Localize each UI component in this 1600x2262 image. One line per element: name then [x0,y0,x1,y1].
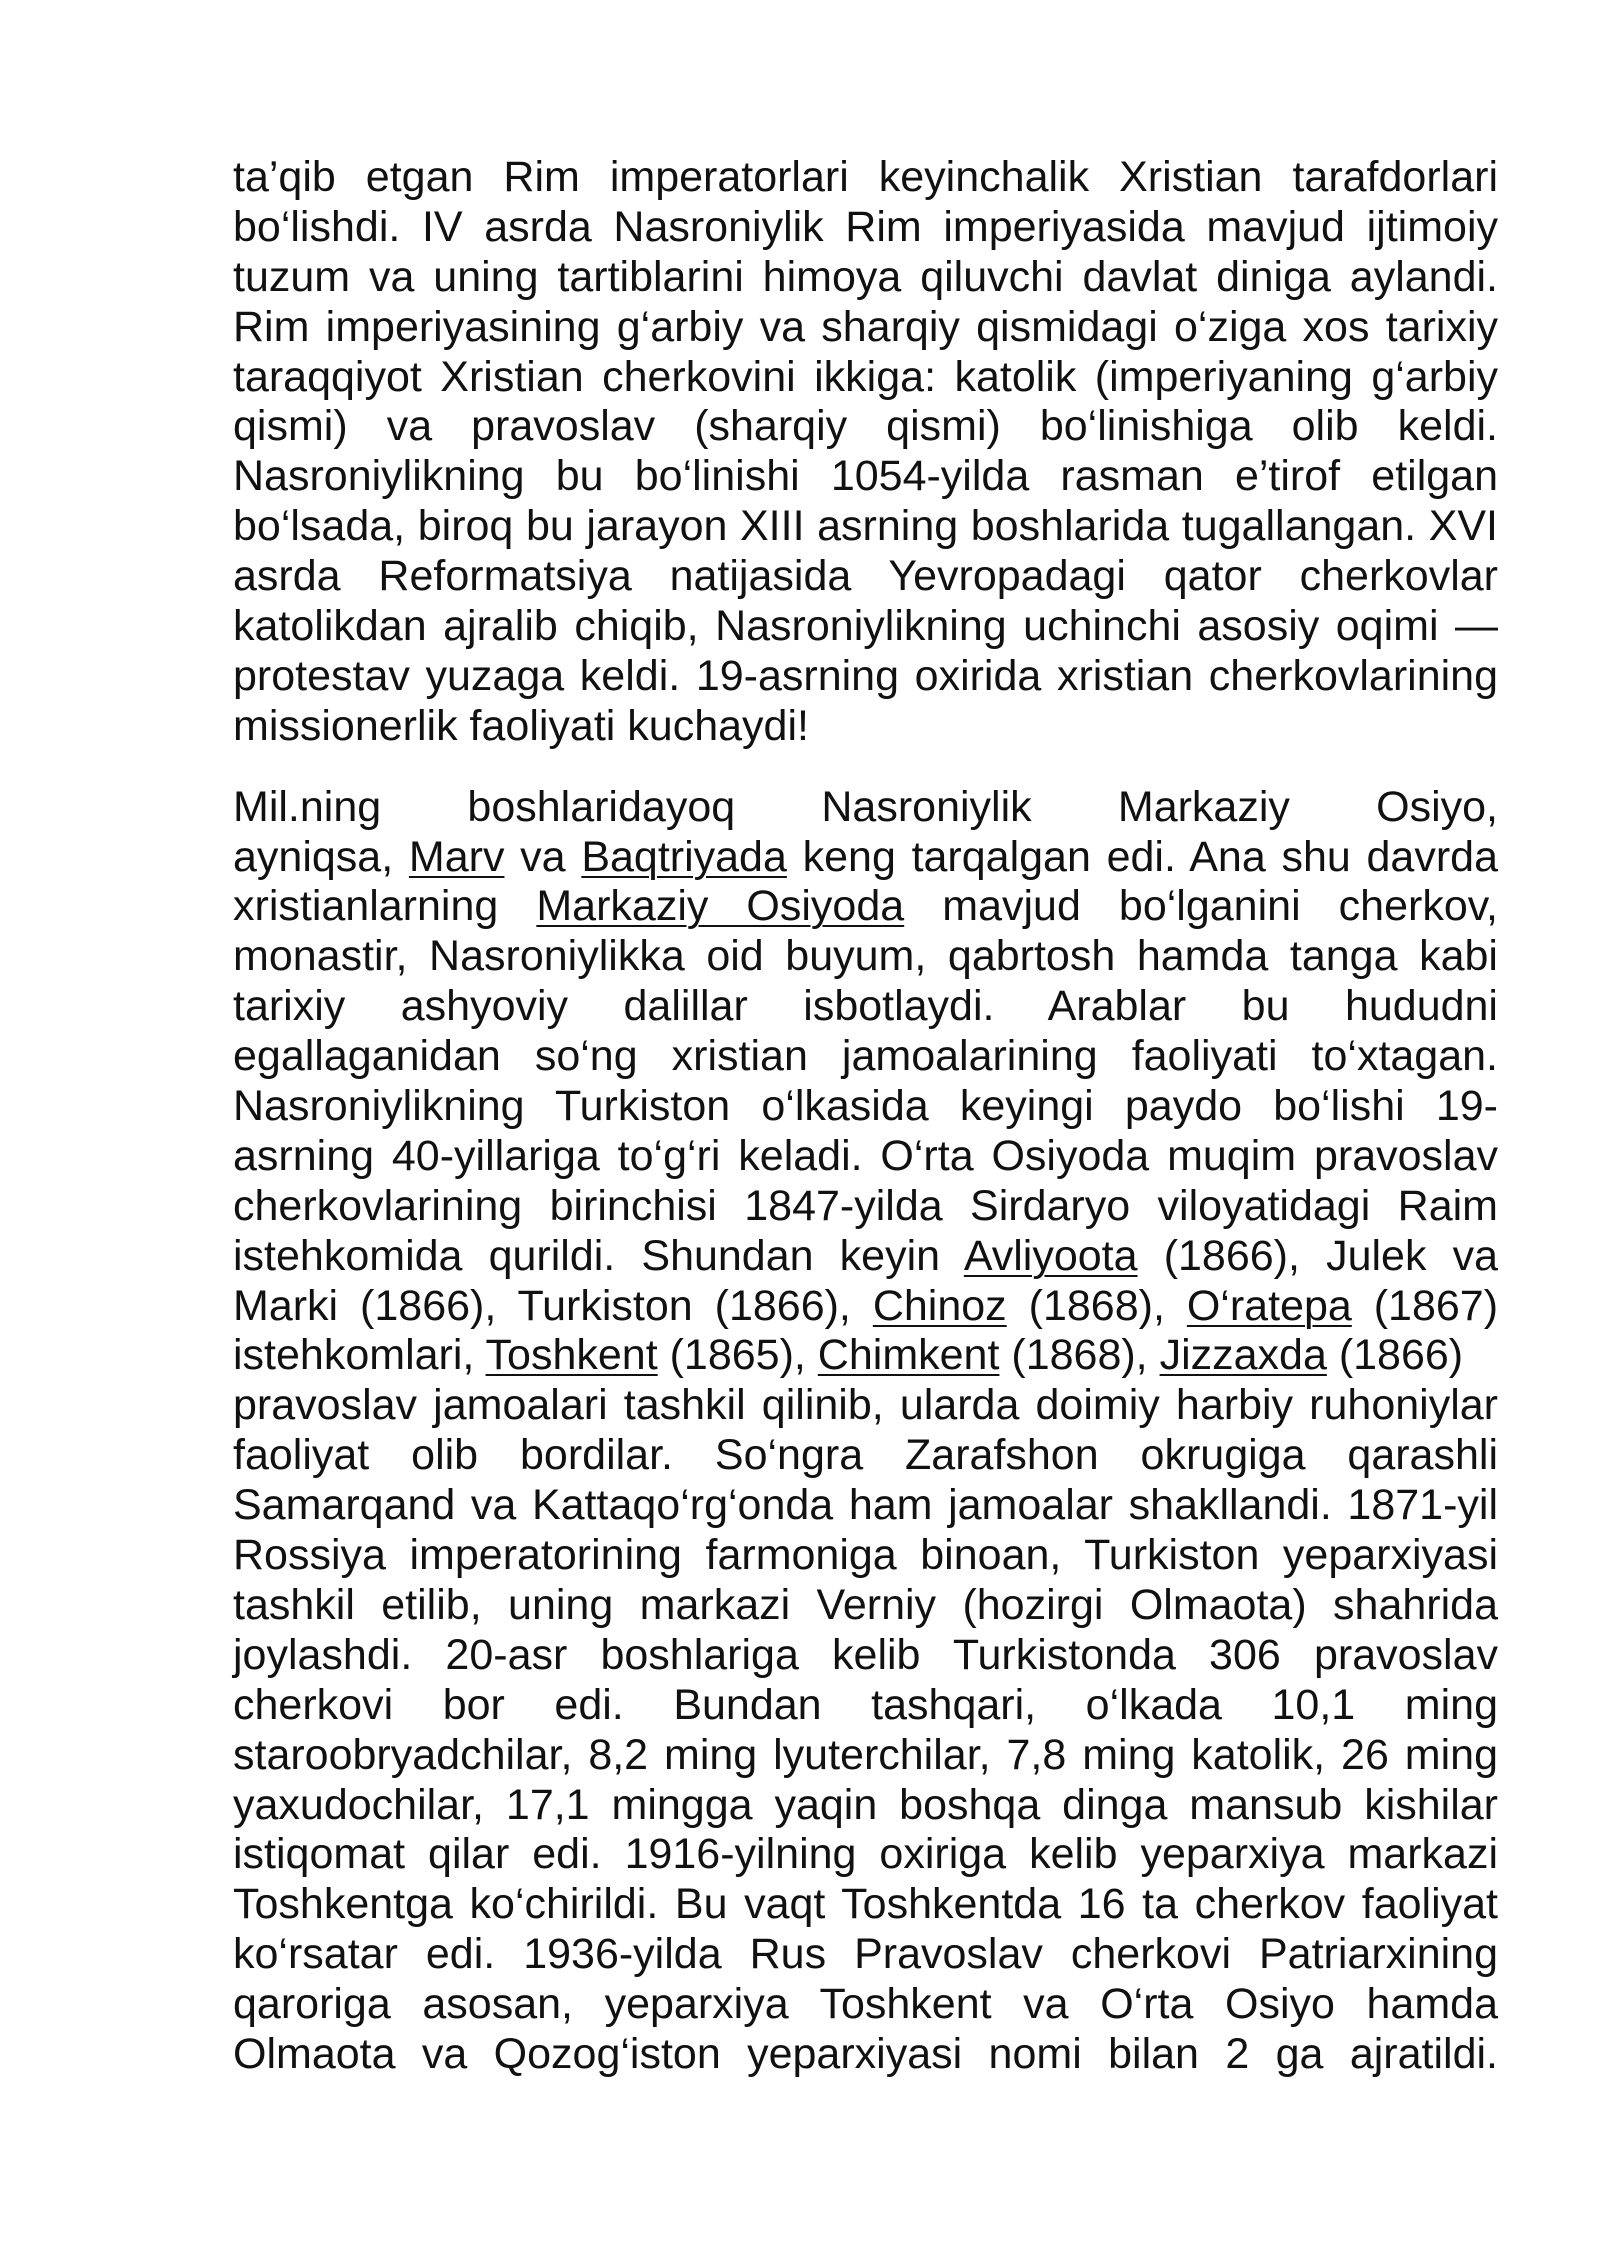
line-text: Nasroniylikning Turkiston o‘lkasida keyingi paydo bo‘lishi 19- [233,1082,1498,1131]
line-text: bo‘lishdi. IV asrda Nasroniylik Rim imperiyasida mavjud ijtimoiy [233,202,1498,251]
line-text: keng tarqalgan edi. Ana shu davrda [802,832,1498,881]
line-text: (1868), [1028,1281,1165,1330]
text-line [233,1930,1498,1980]
line-text: asrda Reformatsiya natijasida Yevropadagi qator cherkovlar [233,552,1498,601]
line-text: joylashdi. 20-asr boshlariga kelib Turkistonda 306 pravoslav [233,1630,1498,1679]
text-line [233,552,1498,602]
text-line [233,2030,1498,2080]
text-line [233,303,1498,353]
link-markaziy-osiyoda[interactable]: Markaziy Osiyoda [536,882,905,931]
line-text: cherkovi bor edi. Bundan tashqari, o‘lkada 10,1 ming [233,1680,1498,1729]
text-line [233,1431,1498,1481]
line-text: (1868), [1011,1331,1148,1380]
line-text: missionerlik faoliyati kuchaydi! [233,701,809,750]
text-line [233,1581,1498,1631]
line-text: tuzum va uning tartiblarini himoya qiluvchi davlat diniga aylandi. [233,252,1498,301]
line-text: Rim imperiyasining g‘arbiy va sharqiy qismidagi o‘ziga xos tarixiy [233,302,1498,351]
paragraph-2 [233,783,1498,2080]
text-line [233,1282,1498,1332]
text-line [233,652,1498,702]
text-line [233,502,1498,552]
text-line [233,1531,1498,1581]
line-text: tashkil etilib, uning markazi Verniy (hozirgi Olmaota) shahrida [233,1580,1498,1629]
text-line [233,253,1498,303]
line-text: egallaganidan so‘ng xristian jamoalarining faoliyati to‘xtagan. [233,1032,1498,1081]
text-line [233,1681,1498,1731]
link-chinoz[interactable]: Chinoz [872,1281,1007,1330]
text-line [233,1830,1498,1880]
line-text: pravoslav jamoalari tashkil qilinib, ularda doimiy harbiy ruhoniylar [233,1381,1498,1430]
text-line [233,1980,1498,2030]
line-text: (1865), [669,1331,806,1380]
text-line [233,1381,1498,1431]
line-text: Samarqand va Kattaqo‘rg‘onda ham jamoalar shakllandi. 1871-yil [233,1481,1498,1530]
link-baqtriyada[interactable]: Baqtriyada [581,832,787,881]
text-line [233,1232,1498,1282]
line-text: qismi) va pravoslav (sharqiy qismi) bo‘linishiga olib keldi. [233,402,1498,451]
text-line [233,1781,1498,1831]
text-line [233,982,1498,1032]
line-text: monastir, Nasroniylikka oid buyum, qabrtosh hamda tanga kabi [233,932,1498,981]
line-text: (1867) [1373,1281,1499,1330]
link-avliyoota[interactable]: Avliyoota [963,1231,1138,1280]
line-text: yaxudochilar, 17,1 mingga yaqin boshqa dinga mansub kishilar [233,1780,1498,1829]
line-text: Marki (1866), Turkiston (1866), [233,1281,851,1330]
line-text: Mil.ning boshlaridayoq Nasroniylik Markaziy Osiyo, [233,782,1498,831]
line-text: cherkovlarining birinchisi 1847-yilda Sirdaryo viloyatidagi Raim [233,1181,1498,1230]
line-text: qaroriga asosan, yeparxiya Toshkent va O‘rta Osiyo hamda [233,1980,1498,2029]
text-line [233,833,1498,883]
line-text: protestav yuzaga keldi. 19-asrning oxirida xristian cherkovlarining [233,651,1498,700]
line-text: istehkomida qurildi. Shundan keyin [233,1231,941,1280]
line-text: katolikdan ajralib chiqib, Nasroniylikning uchinchi asosiy oqimi — [233,602,1498,651]
text-line [233,602,1498,652]
link-toshkent[interactable]: Toshkent [485,1331,658,1380]
line-text: istehkomlari, [233,1331,475,1380]
line-text: taraqqiyot Xristian cherkovini ikkiga: katolik (imperiyaning g‘arbiy [233,352,1498,401]
line-text: tarixiy ashyoviy dalillar isbotlaydi. Arablar bu hududni [233,982,1498,1031]
line-text: va [520,832,566,881]
line-text: faoliyat olib bordilar. So‘ngra Zarafshon okrugiga qarashli [233,1431,1498,1480]
text-line [233,153,1498,203]
text-line [233,882,1498,932]
link-jizzaxda[interactable]: Jizzaxda [1159,1331,1327,1380]
text-line [233,932,1498,982]
text-line [233,1880,1498,1930]
link-marv[interactable]: Marv [408,832,505,881]
text-line [233,1731,1498,1781]
line-text: (1866) [1338,1331,1464,1380]
line-text: (1866), Julek va [1163,1231,1498,1280]
line-text: bo‘lsada, biroq bu jarayon XIII asrning boshlarida tugallangan. XVI [233,502,1498,551]
text-line [233,1182,1498,1232]
line-text: Olmaota va Qozog‘iston yeparxiyasi nomi bilan 2 ga ajratildi. [233,2029,1498,2078]
line-text: ta’qib etgan Rim imperatorlari keyinchalik Xristian tarafdorlari [233,153,1498,201]
paragraph-1 [233,153,1498,752]
line-text: asrning 40-yillariga to‘g‘ri keladi. O‘rta Osiyoda muqim pravoslav [233,1131,1498,1180]
line-text: xristianlarning [233,882,499,931]
text-line [233,1631,1498,1681]
text-line [233,1132,1498,1182]
line-text: Toshkentga ko‘chirildi. Bu vaqt Toshkentda 16 ta cherkov faoliyat [233,1880,1498,1929]
text-line [233,702,1498,752]
line-text: Rossiya imperatorining farmoniga binoan, Turkiston yeparxiyasi [233,1531,1498,1580]
line-text: istiqomat qilar edi. 1916-yilning oxiriga kelib yeparxiya markazi [233,1830,1498,1879]
text-line [233,203,1498,253]
line-text: ayniqsa, [233,832,394,881]
text-line [233,783,1498,833]
document-body [233,153,1498,2080]
link-oratepa[interactable]: O‘ratepa [1186,1281,1352,1330]
line-text: Nasroniylikning bu bo‘linishi 1054-yilda rasman e’tirof etilgan [233,452,1498,501]
line-text: ko‘rsatar edi. 1936-yilda Rus Pravoslav cherkovi Patriarxining [233,1930,1498,1979]
text-line [233,1082,1498,1132]
text-line [233,353,1498,403]
text-line [233,402,1498,452]
text-line [233,1481,1498,1531]
text-line [233,1032,1498,1082]
text-line [233,452,1498,502]
link-chimkent[interactable]: Chimkent [817,1331,1000,1380]
line-text: mavjud bo‘lganini cherkov, [942,882,1498,931]
line-text: staroobryadchilar, 8,2 ming lyuterchilar, 7,8 ming katolik, 26 ming [233,1730,1498,1779]
text-line [233,1331,1498,1381]
